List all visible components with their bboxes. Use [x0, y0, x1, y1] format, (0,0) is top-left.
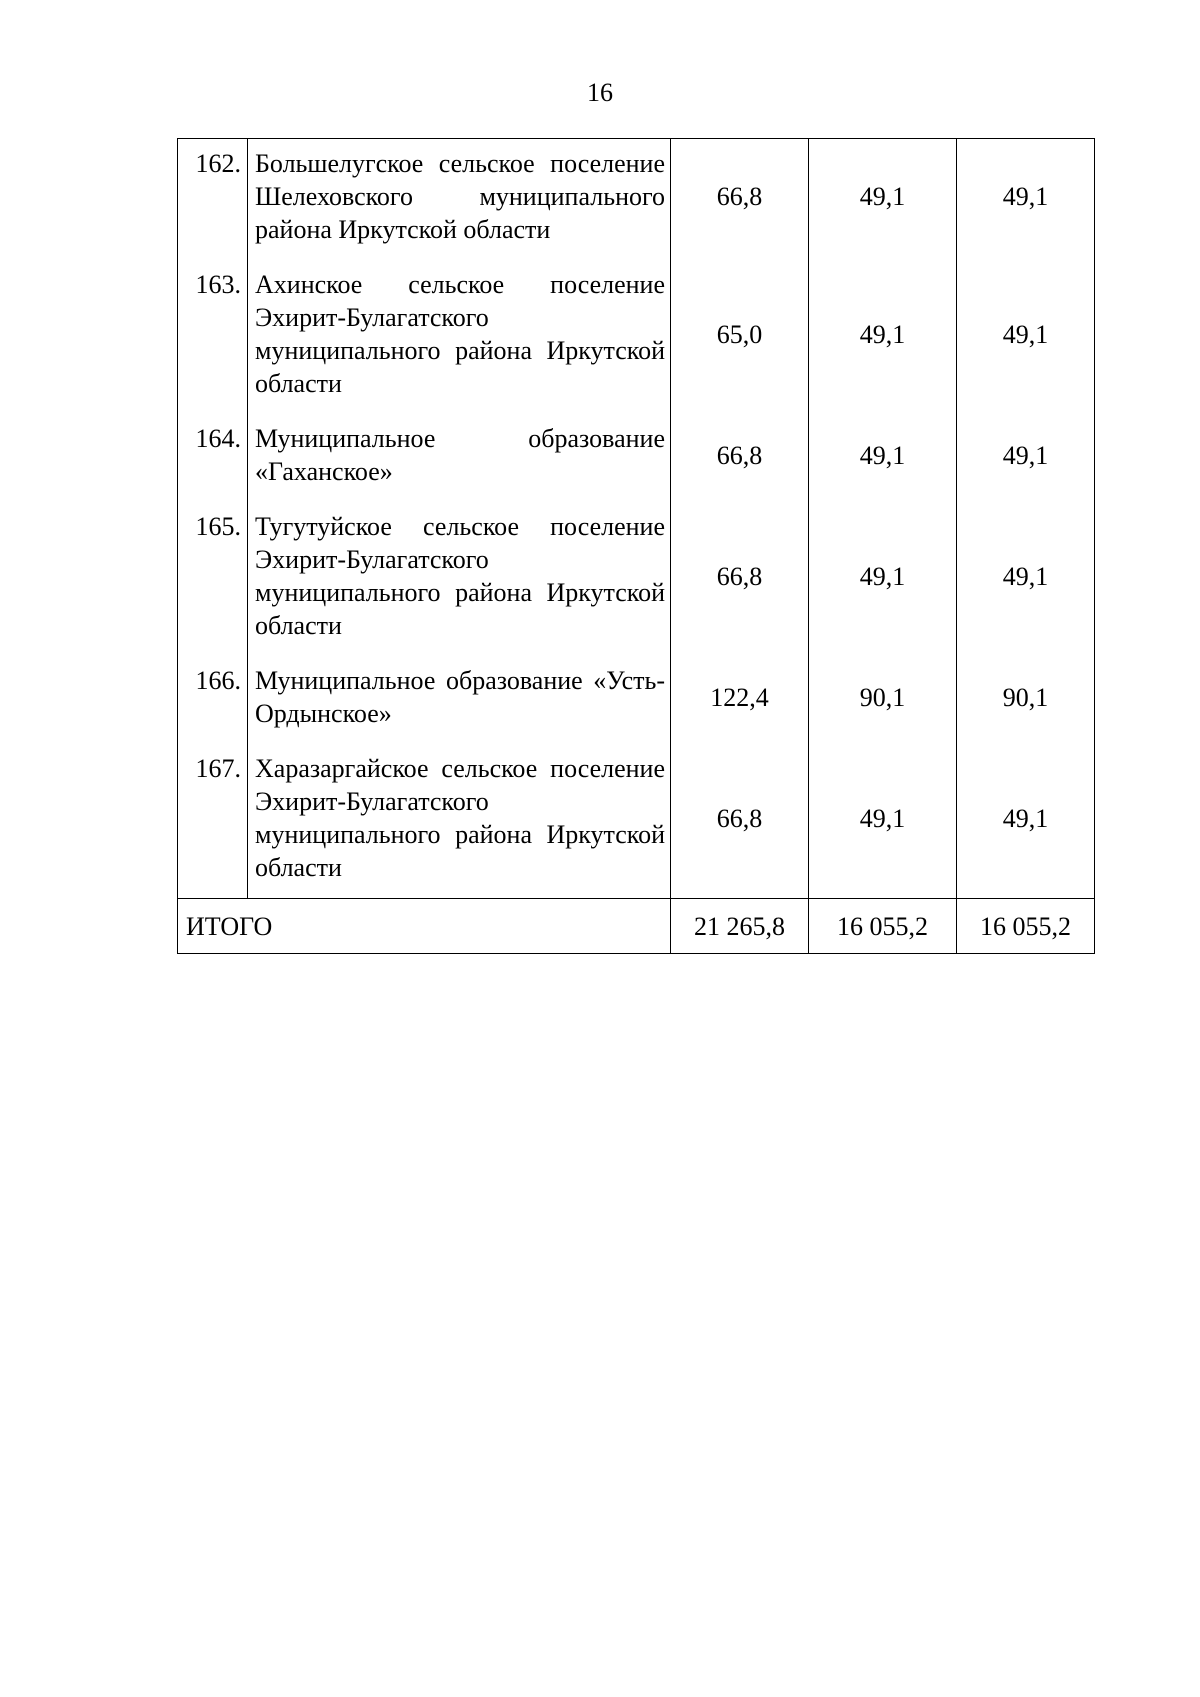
row-number: 165.	[178, 502, 248, 656]
table-row	[178, 260, 1095, 414]
row-number: 166.	[178, 656, 248, 744]
row-number: 162.	[178, 139, 248, 261]
municipality-name: Ахинское сельское поселение Эхирит-Булагатского муниципального района Иркутской области	[248, 260, 671, 414]
table-row	[178, 744, 1095, 899]
row-number: 163.	[178, 260, 248, 414]
total-row	[178, 899, 1095, 954]
value-col-3: 49,1	[957, 139, 1095, 261]
value-col-1: 66,8	[671, 744, 809, 899]
total-value-col-3: 16 055,2	[957, 899, 1095, 954]
municipality-name: Муниципальное образование «Усть-Ордынское»	[248, 656, 671, 744]
total-label: ИТОГО	[178, 899, 671, 954]
table-row	[178, 139, 1095, 261]
municipality-name: Харазаргайское сельское поселение Эхирит-Булагатского муниципального района Иркутской области	[248, 744, 671, 899]
value-col-2: 49,1	[809, 139, 957, 261]
value-col-2: 90,1	[809, 656, 957, 744]
value-col-1: 65,0	[671, 260, 809, 414]
table-row	[178, 656, 1095, 744]
subsidy-table	[177, 138, 1095, 954]
value-col-3: 49,1	[957, 502, 1095, 656]
table-row	[178, 502, 1095, 656]
value-col-3: 49,1	[957, 260, 1095, 414]
total-value-col-1: 21 265,8	[671, 899, 809, 954]
row-number: 164.	[178, 414, 248, 502]
value-col-3: 49,1	[957, 414, 1095, 502]
municipality-name: Муниципальное образование «Гаханское»	[248, 414, 671, 502]
value-col-1: 122,4	[671, 656, 809, 744]
table-row	[178, 414, 1095, 502]
row-number: 167.	[178, 744, 248, 899]
value-col-2: 49,1	[809, 260, 957, 414]
value-col-1: 66,8	[671, 502, 809, 656]
value-col-1: 66,8	[671, 139, 809, 261]
municipality-name: Большелугское сельское поселение Шелеховского муниципального района Иркутской области	[248, 139, 671, 261]
total-value-col-2: 16 055,2	[809, 899, 957, 954]
value-col-2: 49,1	[809, 414, 957, 502]
value-col-2: 49,1	[809, 744, 957, 899]
value-col-1: 66,8	[671, 414, 809, 502]
municipality-name: Тугутуйское сельское поселение Эхирит-Булагатского муниципального района Иркутской области	[248, 502, 671, 656]
page-number: 16	[587, 78, 613, 107]
value-col-3: 49,1	[957, 744, 1095, 899]
value-col-2: 49,1	[809, 502, 957, 656]
value-col-3: 90,1	[957, 656, 1095, 744]
